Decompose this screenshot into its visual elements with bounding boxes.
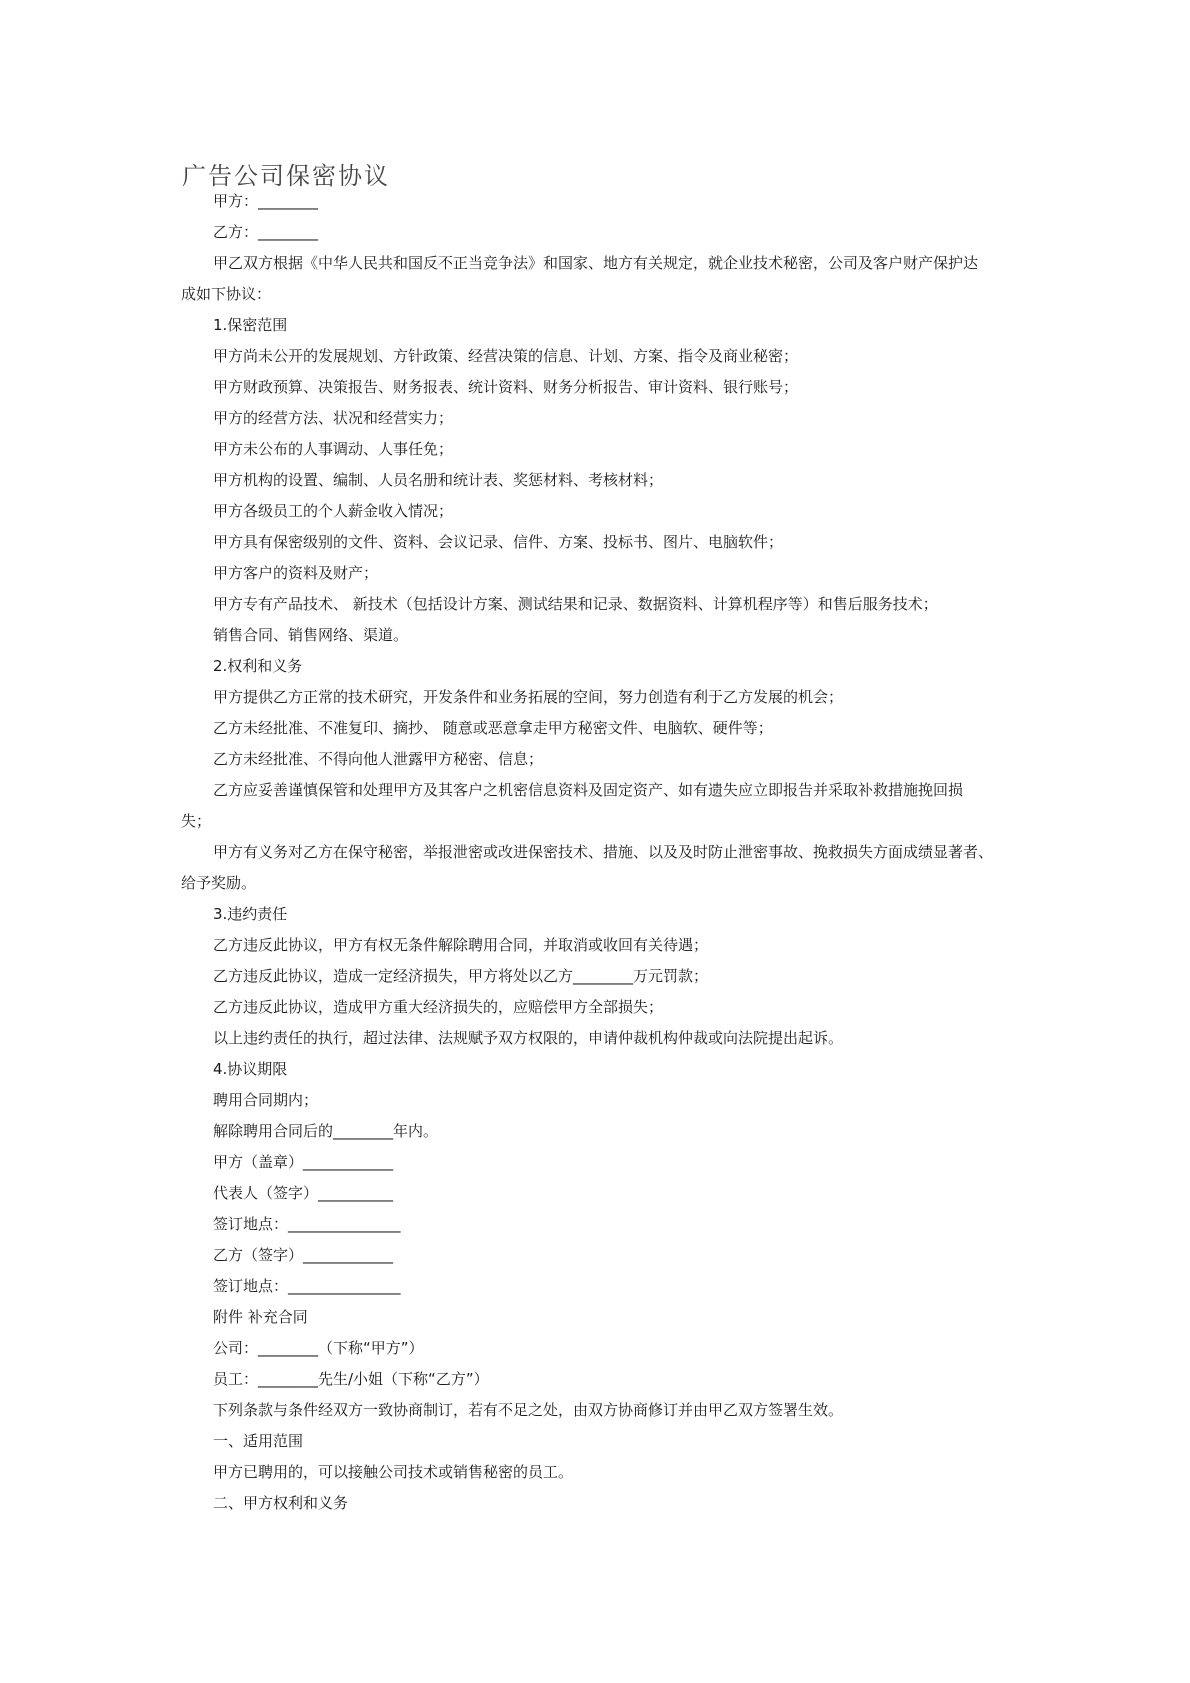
- document-line: 4.协议期限: [213, 1060, 288, 1078]
- document-line: 给予奖励。: [181, 874, 257, 892]
- document-line: 甲方已聘用的，可以接触公司技术或销售秘密的员工。: [213, 1463, 574, 1481]
- document-line: 下列条款与条件经双方一致协商制订，若有不足之处，由双方协商修订并由甲乙双方签署生效。: [213, 1401, 844, 1419]
- document-line: 3.违约责任: [213, 905, 288, 923]
- document-line: 甲方具有保密级别的文件、资料、会议记录、信件、方案、投标书、图片、电脑软件；: [213, 533, 784, 551]
- document-line: 二、甲方权利和义务: [213, 1494, 349, 1512]
- document-line: 甲方尚未公开的发展规划、方针政策、经营决策的信息、计划、方案、指令及商业秘密；: [213, 347, 799, 365]
- document-line: 附件 补充合同: [213, 1308, 308, 1326]
- document-line: 甲方提供乙方正常的技术研究，开发条件和业务拓展的空间，努力创造有利于乙方发展的机会；: [213, 688, 844, 706]
- document-line: 甲方未公布的人事调动、人事任免；: [213, 440, 454, 458]
- document-line: 代表人（签字）__________: [213, 1184, 394, 1202]
- document-line: 甲方机构的设置、编制、人员名册和统计表、奖惩材料、考核材料；: [213, 471, 664, 489]
- document-line: 甲方（盖章）____________: [213, 1153, 394, 1171]
- document-line: 乙方违反此协议，甲方有权无条件解除聘用合同，并取消或收回有关待遇；: [213, 936, 709, 954]
- document-line: 乙方未经批准、不准复印、摘抄、 随意或恶意拿走甲方秘密文件、电脑软、硬件等；: [213, 719, 773, 737]
- document-line: 失；: [181, 812, 212, 830]
- document-line: 签订地点：_______________: [213, 1277, 401, 1295]
- document-line: 甲乙双方根据《中华人民共和国反不正当竞争法》和国家、地方有关规定，就企业技术秘密，公司及客户财产保护达: [213, 254, 979, 272]
- document-line: 以上违约责任的执行，超过法律、法规赋予双方权限的，申请仲裁机构仲裁或向法院提出起诉。: [213, 1029, 844, 1047]
- document-line: 乙方违反此协议，造成一定经济损失，甲方将处以乙方________万元罚款；: [213, 967, 709, 985]
- document-line: 成如下协议：: [181, 285, 272, 303]
- document-line: 签订地点：_______________: [213, 1215, 401, 1233]
- document-line: 乙方（签字）____________: [213, 1246, 394, 1264]
- document-line: 甲方：________: [213, 192, 319, 210]
- document-line: 聘用合同期内；: [213, 1091, 319, 1109]
- document-line: 解除聘用合同后的________年内。: [213, 1122, 439, 1140]
- document-line: 甲方客户的资料及财产；: [213, 564, 379, 582]
- document-line: 1.保密范围: [213, 316, 288, 334]
- document-title: 广告公司保密协议: [182, 162, 390, 190]
- document-line: 员工：________先生/小姐（下称“乙方”）: [213, 1370, 489, 1388]
- document-line: 乙方违反此协议，造成甲方重大经济损失的，应赔偿甲方全部损失；: [213, 998, 664, 1016]
- document-line: 乙方：________: [213, 223, 319, 241]
- document-line: 2.权利和义务: [213, 657, 303, 675]
- document-line: 公司：________（下称“甲方”）: [213, 1339, 424, 1357]
- document-line: 甲方专有产品技术、 新技术（包括设计方案、测试结果和记录、数据资料、计算机程序等）和售后服务技术；: [213, 595, 938, 613]
- document-line: 甲方财政预算、决策报告、财务报表、统计资料、财务分析报告、审计资料、银行账号；: [213, 378, 799, 396]
- document-line: 一、适用范围: [213, 1432, 304, 1450]
- document-line: 甲方各级员工的个人薪金收入情况；: [213, 502, 454, 520]
- document-line: 销售合同、销售网络、渠道。: [213, 626, 409, 644]
- document-line: 乙方未经批准、不得向他人泄露甲方秘密、信息；: [213, 750, 544, 768]
- document-line: 乙方应妥善谨慎保管和处理甲方及其客户之机密信息资料及固定资产、如有遗失应立即报告并采取补救措施挽回损: [213, 781, 964, 799]
- document-line: 甲方的经营方法、状况和经营实力；: [213, 409, 454, 427]
- document-line: 甲方有义务对乙方在保守秘密，举报泄密或改进保密技术、措施、以及及时防止泄密事故、挽救损失方面成绩显著者、: [213, 843, 994, 861]
